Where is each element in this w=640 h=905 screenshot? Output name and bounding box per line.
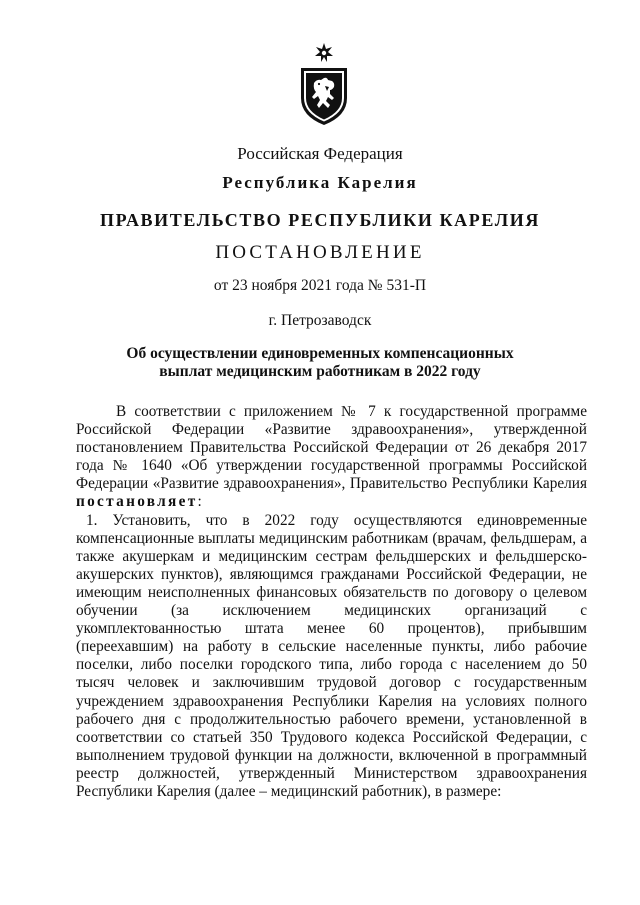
document-title [0, 345, 640, 381]
document-type: ПОСТАНОВЛЕНИЕ [215, 242, 425, 263]
preamble-colon: : [197, 493, 202, 511]
resolves-keyword: постановляет [76, 493, 198, 511]
republic-name: Республика Карелия [222, 173, 418, 192]
government-heading: ПРАВИТЕЛЬСТВО РЕСПУБЛИКИ КАРЕЛИЯ [100, 210, 540, 230]
document-body [76, 403, 587, 801]
karelia-coat-of-arms-icon [297, 42, 351, 126]
document-title-line-2: выплат медицинским работникам в 2022 году [159, 363, 481, 380]
document-title-line-1: Об осуществлении единовременных компенсационных [126, 345, 514, 362]
preamble-paragraph [76, 403, 587, 512]
preamble-text: В соответствии с приложением № 7 к государственной программе Российской Федерации «Развитие здравоохранения», утвержденной постановлением Правительства Российской Федерации от 26 декабря 2017 года № 1640 «Об утверждении государственной программы Российской Федерации «Развитие здравоохранения», Правительство Республики Карелия [76, 403, 587, 493]
document-city: г. Петрозаводск [268, 312, 372, 329]
clause-1-paragraph: 1. Установить, что в 2022 году осуществляются единовременные компенсационные выплаты медицинским работникам (врачам, фельдшерам, а также акушеркам и медицинским сестрам фельдшерских и фельдшерско-акушерских пунктов), являющимся гражданами Российской Федерации, не имеющим неисполненных финансовых обязательств по договору о целевом обучении (за исключением медицинских организаций с укомплектованностью штата менее 60 процентов), прибывшим (переехавшим) на работу в сельские населенные пункты, либо рабочие поселки, либо поселки городского типа, либо города с населением до 50 тысяч человек и заключившим трудовой договор с государственным учреждением здравоохранения Республики Карелия на условиях полного рабочего дня с продолжительностью рабочего времени, установленной в соответствии со статьей 350 Трудового кодекса Российской Федерации, с выполнением трудовой функции на должности, включенной в программный реестр должностей, утвержденный Министерством здравоохранения Республики Карелия (далее – медицинский работник), в размере: [76, 511, 587, 800]
country-name: Российская Федерация [237, 144, 403, 163]
document-date-number: от 23 ноября 2021 года № 531-П [213, 277, 427, 294]
